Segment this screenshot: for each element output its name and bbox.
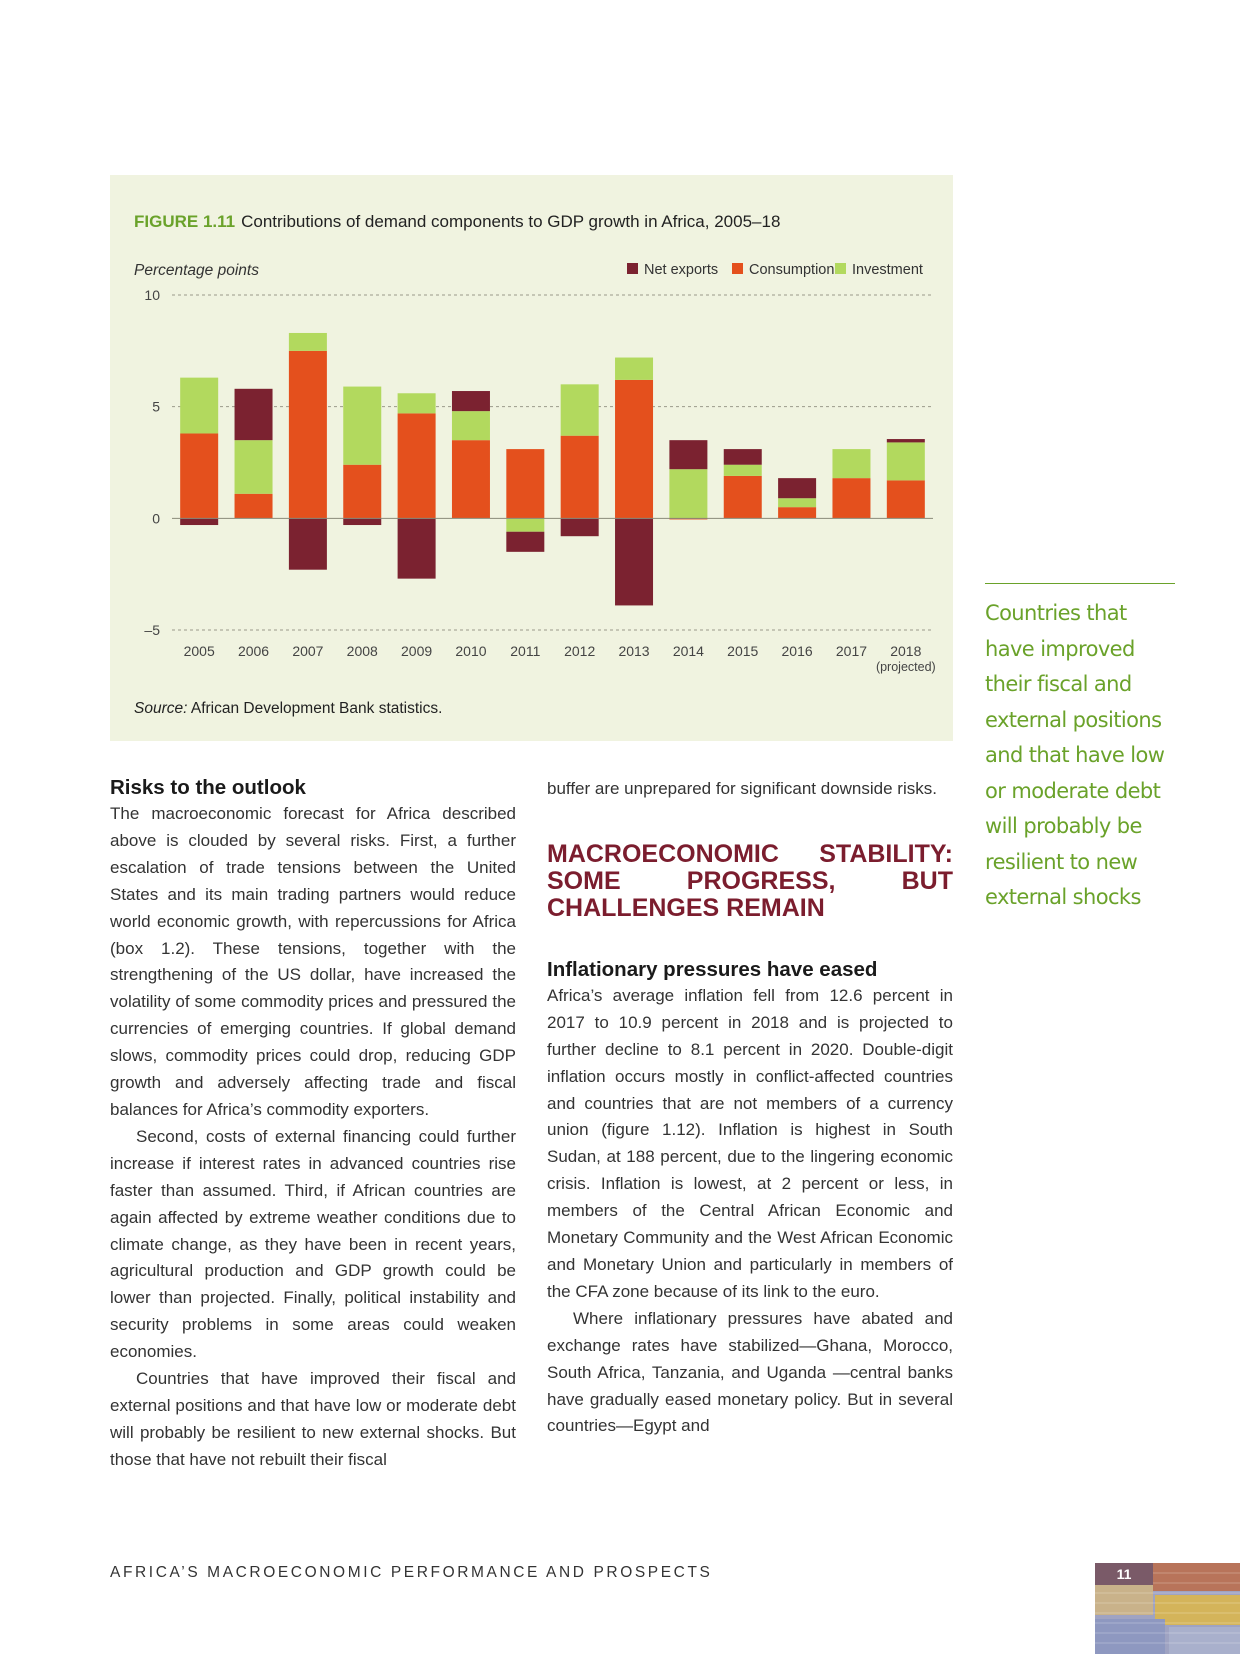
paragraph: Where inflationary pressures have abated and exchange rates have stabilized—Ghana, Morocco, South Africa, Tanzania, and Uganda —central banks have gradually eased monetary policy. But in several countries—Egypt and <box>547 1308 953 1436</box>
bar-net-exports-2011 <box>506 532 544 552</box>
bar-net-exports-2014 <box>669 440 707 469</box>
bar-consumption-2007 <box>289 351 327 519</box>
stacked-bar-chart <box>110 175 953 685</box>
source-label: Source: <box>134 700 188 717</box>
x-tick-note: (projected) <box>875 660 936 674</box>
bar-consumption-2005 <box>180 433 218 518</box>
y-tick-label: 0 <box>152 510 160 527</box>
bar-consumption-2016 <box>778 507 816 518</box>
source-text: African Development Bank statistics. <box>190 700 443 717</box>
bar-consumption-2009 <box>398 413 436 518</box>
x-tick-label: 2006 <box>237 643 270 659</box>
section-heading-risks: Risks to the outlook <box>110 776 306 799</box>
paragraph: Second, costs of external financing could further increase if interest rates in advanced countries rise faster than assumed. Third, if African countries are again affected by extreme weather conditions due to climate change, as they have been in recent years, agricultural production and GDP growth could be lower than projected. Finally, political instability and security problems in some areas could weaken economies. <box>110 1126 516 1362</box>
bar-investment-2015 <box>724 465 762 476</box>
bar-net-exports-2016 <box>778 478 816 498</box>
bar-investment-2009 <box>398 393 436 413</box>
x-tick-label: 2018 <box>890 643 922 659</box>
x-tick-label: 2013 <box>618 643 650 659</box>
paragraph: The macroeconomic forecast for Africa described above is clouded by several risks. First, a further escalation of trade tensions between the United States and its main trading partners would reduce world economic growth, with repercussions for Africa (box 1.2). These tensions, together with the strengthening of the US dollar, have increased the volatility of some commodity prices and pressured the currencies of emerging countries. If global demand slows, commodity prices could drop, reducing GDP growth and adversely affecting trade and fiscal balances for Africa’s commodity exporters. <box>110 804 516 1119</box>
x-tick-label: 2016 <box>781 643 813 659</box>
bar-net-exports-2010 <box>452 391 490 411</box>
bar-consumption-2008 <box>343 465 381 519</box>
bar-investment-2011 <box>506 518 544 531</box>
bar-investment-2016 <box>778 498 816 507</box>
x-tick-label: 2011 <box>510 643 541 659</box>
bar-consumption-2012 <box>561 436 599 519</box>
y-tick-label: 10 <box>144 287 160 303</box>
bar-net-exports-2013 <box>615 518 653 605</box>
x-tick-label: 2007 <box>292 643 324 659</box>
figure-number: FIGURE 1.11 <box>134 212 236 231</box>
legend-label: Investment <box>852 262 923 278</box>
bar-investment-2010 <box>452 411 490 440</box>
paragraph: Countries that have improved their fiscal and external positions and that have low or moderate debt will probably be resilient to new external shocks. But those that have not rebuilt their fiscal <box>110 1369 516 1469</box>
bar-consumption-2018 <box>887 480 925 518</box>
y-tick-label: –5 <box>144 622 160 638</box>
bar-net-exports-2007 <box>289 518 327 569</box>
bar-investment-2008 <box>343 387 381 465</box>
legend-label: Consumption <box>749 262 835 278</box>
x-tick-label: 2010 <box>455 643 487 659</box>
right-column <box>547 776 953 1440</box>
section-heading-macro-stability: MACROECONOMIC STABILITY: SOME PROGRESS, BUT CHALLENGES REMAIN <box>547 839 953 922</box>
x-tick-label: 2005 <box>183 643 215 659</box>
paragraph: buffer are unprepared for significant downside risks. <box>547 779 937 798</box>
bar-consumption-2017 <box>832 478 870 518</box>
bar-consumption-2015 <box>724 476 762 518</box>
left-column <box>110 774 516 1474</box>
legend-swatch-consumption <box>732 263 743 274</box>
x-tick-label: 2008 <box>346 643 378 659</box>
bar-net-exports-2018 <box>887 439 925 442</box>
y-tick-label: 5 <box>152 398 160 415</box>
figure-source <box>134 700 442 718</box>
bar-investment-2005 <box>180 378 218 434</box>
bar-net-exports-2008 <box>343 518 381 525</box>
running-footer: AFRICA’S MACROECONOMIC PERFORMANCE AND PROSPECTS <box>110 1564 713 1581</box>
bar-net-exports-2012 <box>561 518 599 536</box>
bar-consumption-2013 <box>615 380 653 518</box>
figure-title-text: Contributions of demand components to GDP growth in Africa, 2005–18 <box>241 212 781 231</box>
bar-investment-2007 <box>289 333 327 351</box>
subheading-inflation: Inflationary pressures have eased <box>547 957 878 981</box>
figure-panel <box>110 175 953 741</box>
bar-investment-2017 <box>832 449 870 478</box>
bar-investment-2012 <box>561 384 599 435</box>
x-tick-label: 2014 <box>672 643 704 659</box>
bar-net-exports-2015 <box>724 449 762 465</box>
bar-consumption-2010 <box>452 440 490 518</box>
page-number: 11 <box>1095 1563 1153 1585</box>
bar-consumption-2006 <box>235 494 273 519</box>
x-tick-label: 2009 <box>401 643 433 659</box>
x-tick-label: 2017 <box>835 643 868 659</box>
pull-quote: Countries that have improved their fiscal and external positions and that have low or moderate debt will probably be resilient to new external shocks <box>985 583 1175 916</box>
y-axis-label: Percentage points <box>134 262 259 279</box>
bar-investment-2018 <box>887 442 925 480</box>
bar-net-exports-2005 <box>180 518 218 525</box>
bar-investment-2006 <box>235 440 273 494</box>
x-tick-label: 2012 <box>564 643 596 659</box>
x-tick-label: 2015 <box>727 643 759 659</box>
page-corner-decoration <box>1095 1563 1240 1654</box>
bar-consumption-2011 <box>506 449 544 518</box>
bar-net-exports-2009 <box>398 518 436 578</box>
paragraph: Africa’s average inflation fell from 12.6 percent in 2017 to 10.9 percent in 2018 and is projected to further decline to 8.1 percent in 2020. Double-digit inflation occurs mostly in conflict-affected countries and countries that are not members of a currency union (figure 1.12). Inflation is highest in South Sudan, at 188 percent, due to the lingering economic crisis. Inflation is lowest, at 2 percent or less, in members of the Central African Economic and Monetary Community and the West African Economic and Monetary Union and particularly in members of the CFA zone because of its link to the euro. <box>547 985 953 1301</box>
legend-label: Net exports <box>644 262 719 278</box>
bar-investment-2014 <box>669 469 707 518</box>
legend-swatch-investment <box>835 263 846 274</box>
bar-net-exports-2006 <box>235 389 273 440</box>
legend-swatch-net-exports <box>627 263 638 274</box>
bar-investment-2013 <box>615 358 653 380</box>
